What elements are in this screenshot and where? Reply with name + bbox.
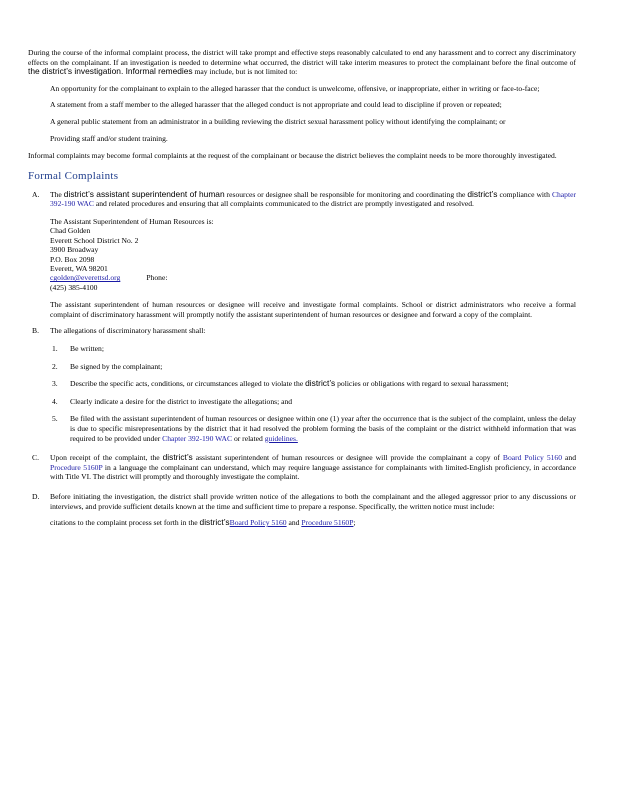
intro-paragraph — [28, 48, 576, 77]
section-c-label: C. — [32, 453, 39, 463]
notice-contents-list — [50, 518, 576, 528]
board-policy-link[interactable]: Board Policy 5160 — [229, 518, 287, 528]
contact-email-line — [50, 273, 576, 282]
list-item: A statement from a staff member to the alleged harasser that the alleged conduct is not appropriate and could lead to discipline if proven or repeated; — [50, 100, 502, 110]
intro-text-end: may include, but is not limited to: — [192, 67, 298, 77]
section-a-label: A. — [32, 189, 40, 199]
list-item: 2. Be signed by the complainant; — [52, 361, 163, 371]
section-b-label: B. — [32, 326, 39, 336]
contact-phone: (425) 385-4100 — [50, 282, 98, 292]
intro-emphasis: the district’s investigation. Informal remedies — [28, 66, 193, 77]
email-link[interactable]: cgolden@everettsd.org — [50, 273, 121, 283]
list-item: 3. Describe the specific acts, conditions, or circumstances alleged to violate the district’s policies or obligations with regard to sexual harassment; — [52, 378, 509, 389]
contact-org: Everett School District No. 2 — [50, 235, 139, 245]
chapter-link[interactable]: Chapter 392-190 WAC — [50, 189, 576, 209]
contact-intro: The Assistant Superintendent of Human Resources is: — [50, 216, 214, 226]
list-item: 4. Clearly indicate a desire for the district to investigate the allegations; and — [52, 396, 293, 406]
section-b-intro: The allegations of discriminatory harassment shall: — [50, 326, 206, 336]
list-item: 5. Be filed with the assistant superintendent of human resources or designee within one (1) year after the occurrence that is the subject of the complaint, unless the delay is due to specific misrepresentations by the district that it had resolved the problem forming the basis of the complaint or the district withheld information that was required to be provided under Chapter 392-190 WAC or related guidelines. — [52, 414, 576, 443]
list-item: Providing staff and/or student training. — [50, 133, 168, 143]
contact-name: Chad Golden — [50, 226, 91, 236]
chapter-link[interactable]: Chapter 392-190 WAC — [162, 433, 233, 443]
contact-city: Everett, WA 98201 — [50, 263, 108, 273]
list-item: 1. Be written; — [52, 343, 104, 353]
section-a — [28, 190, 576, 320]
section-d — [28, 492, 576, 528]
allegation-requirements-list — [50, 344, 576, 443]
procedure-link[interactable]: Procedure 5160P — [301, 518, 354, 528]
intro-text: During the course of the informal complaint process, the district will take prompt and effective steps reasonably calculated to end any harassment and to correct any discriminatory effects on the complainant. If an investigation is needed to determine what occurred, the district will take interim measures to protect the complainant before the final outcome of — [28, 48, 576, 67]
procedure-link[interactable]: Procedure 5160P — [50, 462, 103, 472]
section-c — [28, 453, 576, 482]
contact-block — [50, 217, 576, 292]
list-item: An opportunity for the complainant to explain to the alleged harasser that the conduct is unwelcome, offensive, or inappropriate, either in writing or face-to-face; — [50, 83, 540, 93]
contact-pobox: P.O. Box 2098 — [50, 254, 95, 264]
section-a-paragraph: The assistant superintendent of human resources or designee will receive and investigate formal complaints. School or district administrators who receive a formal complaint of discriminatory harassment will promptly notify the assistant superintendent of human resources or designee and forward a copy of the complaint. — [50, 300, 576, 319]
board-policy-link[interactable]: Board Policy 5160 — [502, 453, 563, 463]
contact-street: 3900 Broadway — [50, 245, 99, 255]
informal-note: Informal complaints may become formal complaints at the request of the complainant or because the district believes the complaint needs to be more thoroughly investigated. — [28, 151, 557, 161]
document-page — [28, 48, 576, 528]
list-item: A general public statement from an administrator in a building reviewing the district sexual harassment policy without identifying the complainant; or — [50, 116, 506, 126]
guidelines-link[interactable]: guidelines. — [264, 433, 298, 443]
section-a-text: The district’s assistant superintendent of human resources or designee shall be responsible for monitoring and coordinating the district’s compliance with Chapter 392-190 WAC and related procedures and ensuring that all complaints communicated to the district are promptly investigated and resolved. — [50, 188, 576, 209]
section-b — [28, 326, 576, 443]
section-d-text: Before initiating the investigation, the district shall provide written notice of the allegations to both the complainant and the alleged aggressor prior to any discussions or interviews, and provide sufficient details known at the time and sufficient time to prepare a response. Specifically, the written notice must include: — [50, 491, 576, 511]
phone-label: Phone: — [146, 273, 168, 283]
section-d-label: D. — [32, 491, 40, 501]
section-c-text: Upon receipt of the complaint, the district’s assistant superintendent of human resources or designee will provide the complainant a copy of Board Policy 5160 and Procedure 5160P in a language the complainant can understand, which may require language assistance for complainants with limited-English proficiency, in accordance with Title VI. The district will promptly and thoroughly investigate the complaint. — [50, 452, 576, 482]
informal-remedies-list — [28, 84, 576, 143]
list-item: citations to the complaint process set forth in the district’sBoard Policy 5160 and Procedure 5160P; — [50, 517, 356, 528]
section-title: Formal Complaints — [28, 169, 119, 182]
